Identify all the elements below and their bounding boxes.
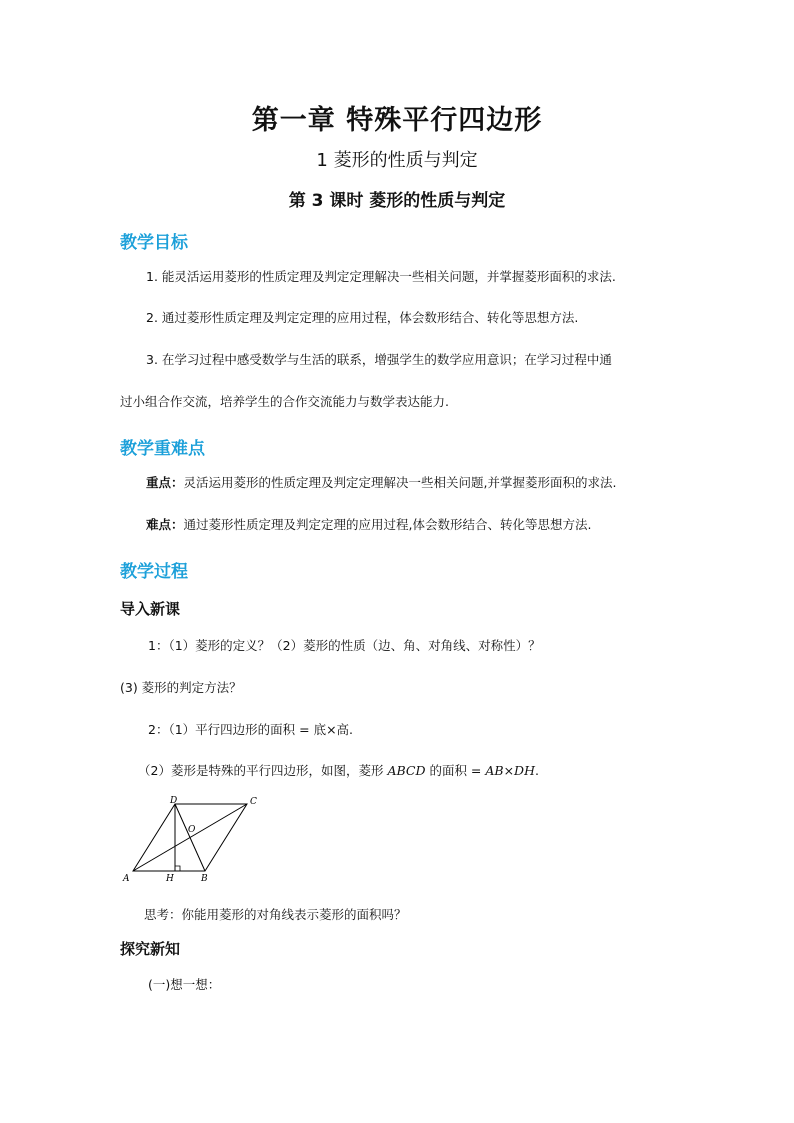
label-h: H <box>166 874 174 884</box>
key-points-heading: 教学重难点 <box>120 439 205 459</box>
difficulty-line <box>146 515 591 533</box>
intro-heading: 导入新课 <box>120 600 181 618</box>
diagonal-bd <box>175 804 205 871</box>
rhombus-figure <box>118 795 268 885</box>
focus-line <box>146 473 616 491</box>
explore-heading: 探究新知 <box>120 940 181 958</box>
lesson-title: 第 3 课时 菱形的性质与判定 <box>288 191 506 211</box>
difficulty-text: 通过菱形性质定理及判定定理的应用过程,体会数形结合、转化等思想方法. <box>183 517 592 532</box>
intro-question-2: 2：（1）平行四边形的面积 = 底×高. <box>148 722 354 737</box>
label-a: A <box>123 874 130 884</box>
q2b-suffix: . <box>534 763 539 778</box>
difficulty-label: 难点： <box>146 517 184 532</box>
think-question: 思考：你能用菱形的对角线表示菱形的面积吗？ <box>144 907 407 922</box>
q2b-mid: 的面积 = <box>425 763 486 778</box>
label-c: C <box>250 797 257 807</box>
intro-question-1b: (3) 菱形的判定方法？ <box>120 680 242 695</box>
focus-label: 重点： <box>146 475 184 490</box>
right-angle-mark <box>175 866 180 871</box>
goal-item-2: 2. 通过菱形性质定理及判定定理的应用过程，体会数形结合、转化等思想方法. <box>146 310 579 325</box>
section-title: 1 菱形的性质与判定 <box>316 150 478 171</box>
goals-heading: 教学目标 <box>120 233 188 253</box>
goal-item-1: 1. 能灵活运用菱形的性质定理及判定定理解决一些相关问题，并掌握菱形面积的求法. <box>146 269 616 284</box>
chapter-title: 第一章 特殊平行四边形 <box>251 105 543 136</box>
process-heading: 教学过程 <box>120 562 188 582</box>
intro-question-1: 1：（1）菱形的定义？（2）菱形的性质（边、角、对角线、对称性）？ <box>148 638 541 653</box>
explore-step-1: (一)想一想： <box>148 977 221 992</box>
area-formula: AB×DH <box>485 763 535 778</box>
label-d: D <box>170 796 178 806</box>
q2b-prefix: （2）菱形是特殊的平行四边形，如图，菱形 <box>138 763 388 778</box>
intro-question-2b <box>138 761 539 779</box>
label-b: B <box>201 874 208 884</box>
rhombus-name: ABCD <box>387 763 426 778</box>
goal-item-3-continued: 过小组合作交流，培养学生的合作交流能力与数学表达能力. <box>120 394 449 409</box>
label-o: O <box>188 825 196 835</box>
focus-text: 灵活运用菱形的性质定理及判定定理解决一些相关问题,并掌握菱形面积的求法. <box>183 475 617 490</box>
goal-item-3: 3. 在学习过程中感受数学与生活的联系，增强学生的数学应用意识；在学习过程中通 <box>146 352 612 367</box>
